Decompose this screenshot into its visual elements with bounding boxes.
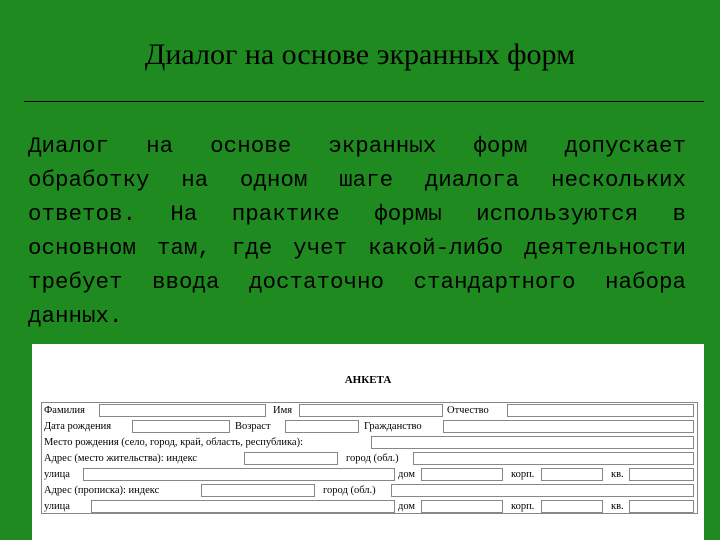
field-building-1 bbox=[541, 468, 603, 481]
label-residence-index: Адрес (место жительства): индекс bbox=[44, 453, 198, 464]
field-house-1 bbox=[421, 468, 503, 481]
form-row-residence-street bbox=[41, 468, 697, 482]
title-divider bbox=[24, 101, 704, 102]
field-flat-2 bbox=[629, 500, 694, 513]
form-row-birth bbox=[41, 420, 697, 434]
form-row-name bbox=[41, 404, 697, 418]
form-image bbox=[32, 344, 704, 540]
label-street-1: улица bbox=[44, 469, 70, 480]
label-residence-city: город (обл.) bbox=[346, 453, 399, 464]
field-citizenship bbox=[443, 420, 694, 433]
field-street-2 bbox=[91, 500, 395, 513]
form-row-registration bbox=[41, 484, 697, 498]
label-surname: Фамилия bbox=[44, 405, 85, 416]
label-citizenship: Гражданство bbox=[364, 421, 422, 432]
field-birthplace bbox=[371, 436, 694, 449]
field-registration-index bbox=[201, 484, 315, 497]
slide-body-text: Диалог на основе экранных форм допускает обработку на одном шаге диалога нескольких ответов. На практике формы используются в основном там, где учет какой-либо деятельности требует ввода достаточно стандартного набора данных. bbox=[28, 133, 686, 329]
label-street-2: улица bbox=[44, 501, 70, 512]
slide-title: Диалог на основе экранных форм bbox=[144, 38, 576, 71]
field-name bbox=[299, 404, 443, 417]
label-house-2: дом bbox=[398, 501, 416, 512]
label-house-1: дом bbox=[398, 469, 416, 480]
label-flat-1: кв. bbox=[611, 469, 624, 480]
form-row-registration-street bbox=[41, 500, 697, 514]
field-flat-1 bbox=[629, 468, 694, 481]
label-building-1: корп. bbox=[511, 469, 535, 480]
label-birthdate: Дата рождения bbox=[44, 421, 112, 432]
form-heading: АНКЕТА bbox=[344, 374, 392, 386]
label-building-2: корп. bbox=[511, 501, 535, 512]
field-building-2 bbox=[541, 500, 603, 513]
field-patronymic bbox=[507, 404, 694, 417]
label-registration-index: Адрес (прописка): индекс bbox=[44, 485, 160, 496]
field-surname bbox=[99, 404, 266, 417]
label-flat-2: кв. bbox=[611, 501, 624, 512]
form-row-birthplace bbox=[41, 436, 697, 450]
label-patronymic: Отчество bbox=[447, 405, 489, 416]
label-age: Возраст bbox=[235, 421, 271, 432]
field-house-2 bbox=[421, 500, 503, 513]
field-residence-index bbox=[244, 452, 338, 465]
label-birthplace: Место рождения (село, город, край, область, республика): bbox=[44, 437, 303, 448]
field-street-1 bbox=[83, 468, 395, 481]
form-row-residence bbox=[41, 452, 697, 466]
field-registration-city bbox=[391, 484, 694, 497]
field-residence-city bbox=[413, 452, 694, 465]
field-birthdate bbox=[132, 420, 230, 433]
field-age bbox=[285, 420, 359, 433]
label-registration-city: город (обл.) bbox=[323, 485, 376, 496]
label-name: Имя bbox=[273, 405, 293, 416]
